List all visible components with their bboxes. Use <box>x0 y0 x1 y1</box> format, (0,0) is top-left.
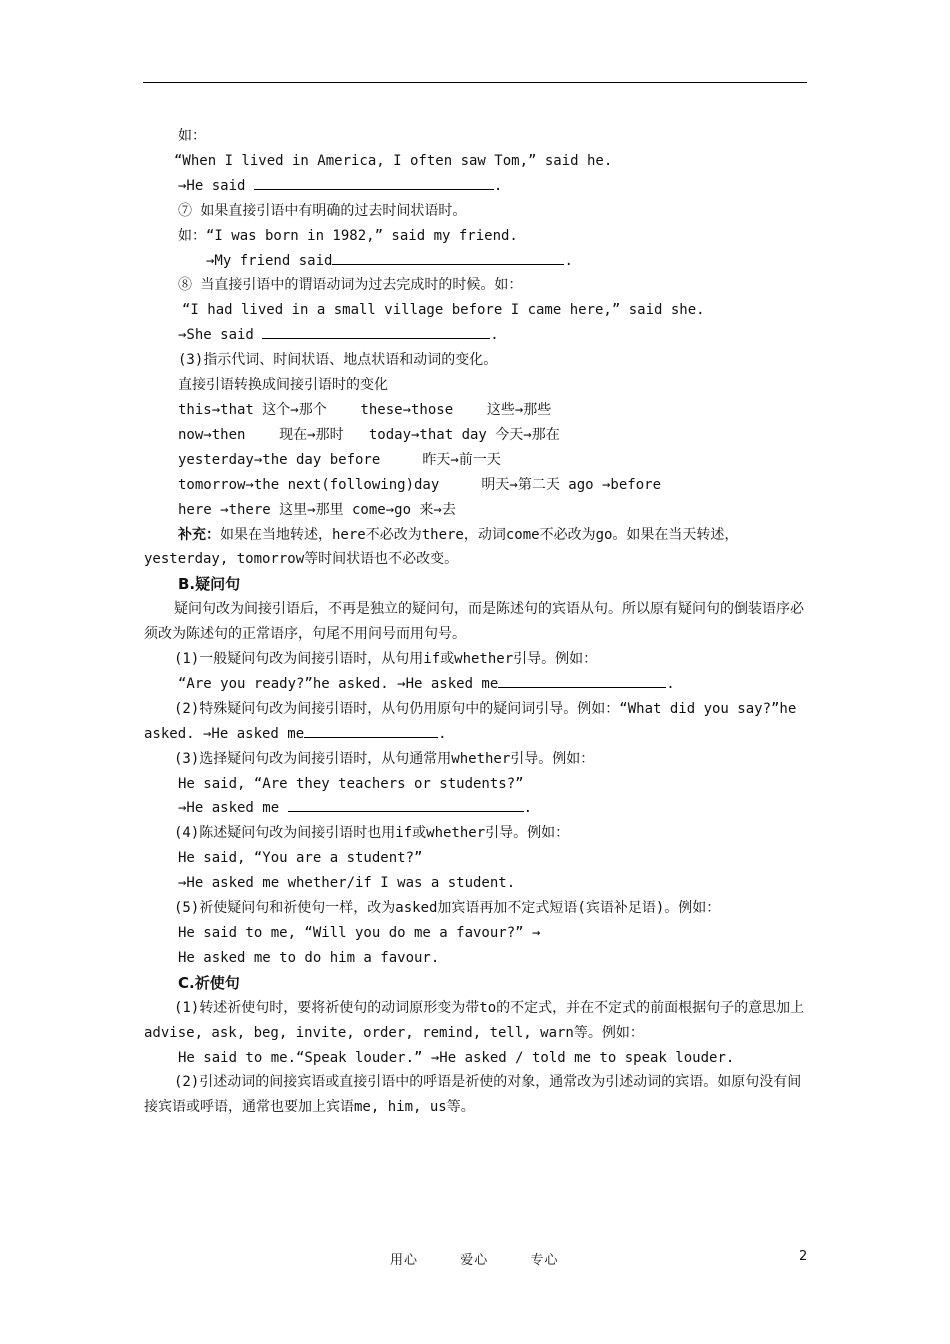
text-line: (3)指示代词、时间状语、地点状语和动词的变化。 <box>178 352 498 369</box>
text-paragraph: (2)引述动词的间接宾语或直接引语中的呼语是祈使的对象，通常改为引述动词的宾语。如原句没有间接宾语或呼语，通常也要加上宾语me, him, us等。 <box>144 1074 802 1116</box>
line-text: (2)特殊疑问句改为间接引语时，从句仍用原句中的疑问词引导。例如：“What did you say?”he asked. →He asked me <box>144 700 797 742</box>
answer-blank[interactable] <box>288 797 524 812</box>
text-line: ⑧ 当直接引语中的谓语动词为过去完成时的时候。如： <box>178 277 523 294</box>
text-line <box>144 323 814 348</box>
text-line: 如：“I was born in 1982,” said my friend. <box>178 227 518 244</box>
period: . <box>490 327 499 344</box>
period: . <box>493 177 503 194</box>
text-line: He asked me to do him a favour. <box>178 949 440 966</box>
text-paragraph <box>144 697 814 747</box>
text-line: (4)陈述疑问句改为间接引语时也用if或whether引导。例如： <box>174 825 570 842</box>
text-line <box>144 249 814 274</box>
text-line: tomorrow→the next(following)day 明天→第二天 ago →before <box>178 476 662 493</box>
text-line: He said to me, “Will you do me a favour?” → <box>178 925 541 941</box>
text-line: →He asked me whether/if I was a student. <box>178 875 516 892</box>
period: . <box>523 800 533 817</box>
period: . <box>438 725 447 742</box>
answer-blank[interactable] <box>332 250 564 265</box>
text-line: He said to me.“Speak louder.” →He asked / told me to speak louder. <box>178 1049 735 1066</box>
line-text: →My friend said <box>206 252 333 269</box>
text-line: “When I lived in America, I often saw Tom,” said he. <box>174 152 613 169</box>
text-paragraph <box>144 523 814 573</box>
period: . <box>564 252 573 269</box>
line-text: “Are you ready?”he asked. →He asked me <box>178 675 499 692</box>
text-line: this→that 这个→那个 these→those 这些→那些 <box>178 401 552 418</box>
text-line <box>144 174 814 199</box>
page-number: 2 <box>799 1249 808 1264</box>
text-line: now→then 现在→那时 today→that day 今天→那在 <box>178 426 560 443</box>
section-heading: C.祈使句 <box>178 973 240 992</box>
text-line: here →there 这里→那里 come→go 来→去 <box>178 501 456 518</box>
text-line <box>144 796 814 821</box>
text-line: He said, “You are a student?” <box>178 850 423 867</box>
footer-motto: 用心 爱心 专心 <box>390 1253 559 1268</box>
supplement-label: 补充： <box>178 526 220 543</box>
text-line: (3)选择疑问句改为间接引语时，从句通常用whether引导。例如： <box>174 750 595 767</box>
text-line: (5)祈使疑问句和祈使句一样，改为asked加宾语再加不定式短语(宾语补足语)。例如： <box>174 900 721 917</box>
answer-blank[interactable] <box>254 175 494 190</box>
answer-blank[interactable] <box>304 723 438 738</box>
period: . <box>666 675 675 692</box>
text-line: He said, “Are they teachers or students?” <box>178 775 524 792</box>
line-text: →He asked me <box>178 800 288 817</box>
text-line: ⑦ 如果直接引语中有明确的过去时间状语时。 <box>178 202 467 219</box>
text-paragraph: 疑问句改为间接引语后，不再是独立的疑问句，而是陈述句的宾语从句。所以原有疑问句的倒装语序必须改为陈述句的正常语序，句尾不用问号而用句号。 <box>144 601 804 643</box>
text-line: 直接引语转换成间接引语时的变化 <box>178 377 388 394</box>
text-line: 如： <box>178 128 206 144</box>
answer-blank[interactable] <box>262 324 490 339</box>
document-body <box>144 124 814 1120</box>
section-heading: B.疑问句 <box>178 575 241 594</box>
text-line <box>144 672 814 697</box>
line-text: →He said <box>178 177 254 194</box>
line-text: →She said <box>178 327 263 344</box>
text-line: “I had lived in a small village before I came here,” said she. <box>182 302 705 319</box>
text-paragraph: (1)转述祈使句时，要将祈使句的动词原形变为带to的不定式，并在不定式的前面根据句子的意思加上advise, ask, beg, invite, order, remind, tell, warn等。例如： <box>144 999 805 1041</box>
text-line: yesterday→the day before 昨天→前一天 <box>178 451 501 468</box>
text-line: (1)一般疑问句改为间接引语时，从句用if或whether引导。例如： <box>174 651 598 668</box>
header-rule <box>143 82 807 83</box>
answer-blank[interactable] <box>498 673 666 688</box>
line-text: 如果在当地转述，here不必改为there，动词come不必改为go。如果在当天转述，yesterday, tomorrow等时间状语也不必改变。 <box>144 526 739 568</box>
